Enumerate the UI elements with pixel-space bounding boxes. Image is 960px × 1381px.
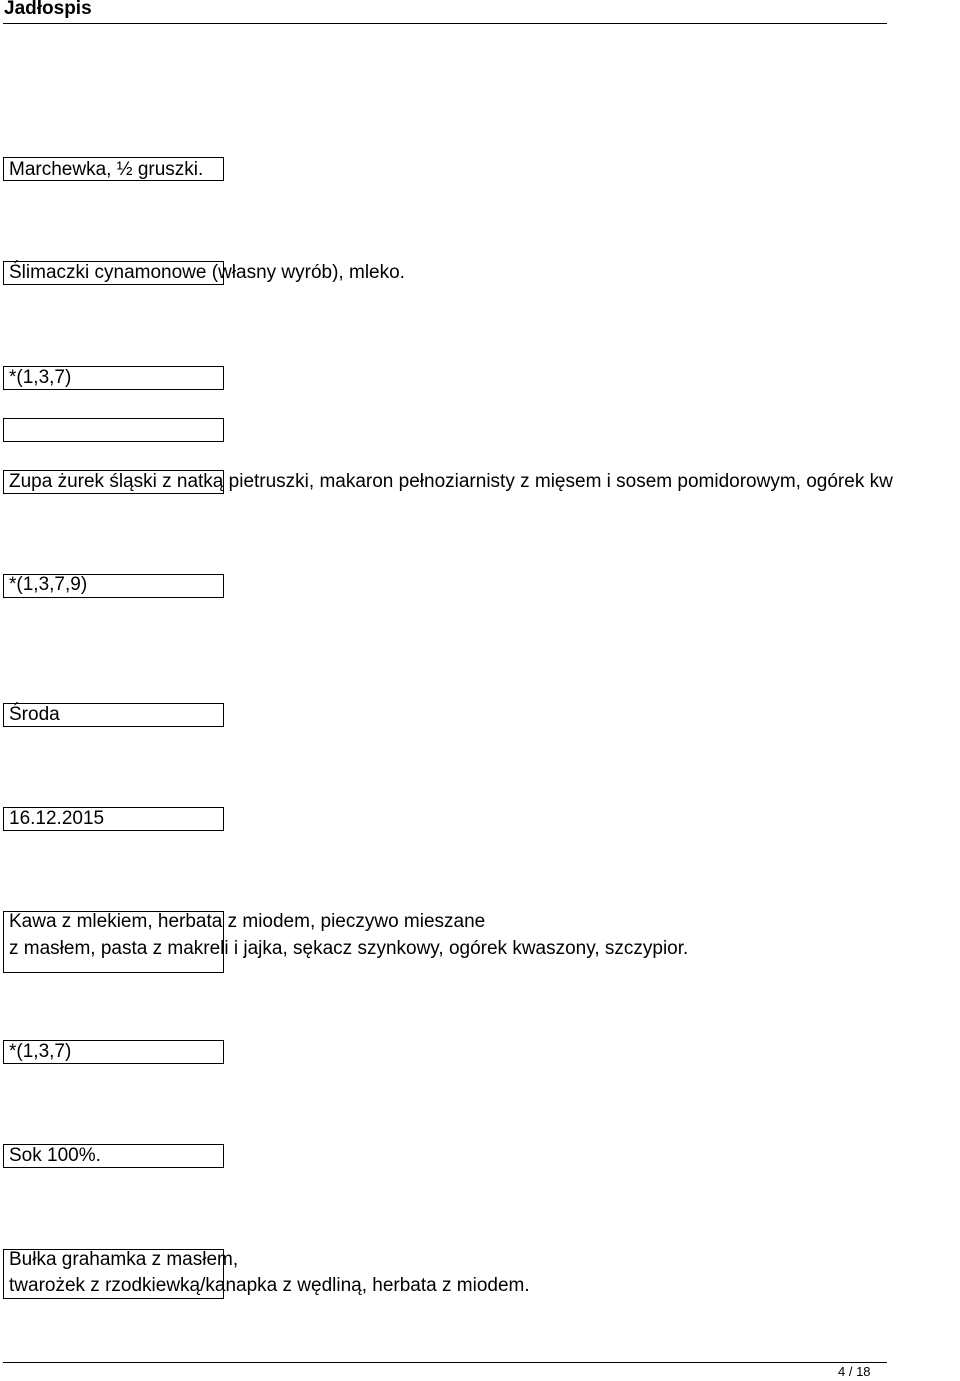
document-title: Jadłospis — [4, 0, 92, 19]
breakfast-line-2: z masłem, pasta z makreli i jajka, sękacz szynkowy, ogórek kwaszony, szczypior. — [9, 938, 689, 959]
snack-text: Marchewka, ½ gruszki. — [9, 159, 204, 180]
allergens-text: *(1,3,7) — [9, 1041, 72, 1062]
page-number: 4 / 18 — [838, 1364, 871, 1379]
supper-line-1: Bułka grahamka z masłem, — [9, 1249, 239, 1270]
breakfast-text: Ślimaczki cynamonowe (własny wyrób), mleko. — [9, 262, 405, 283]
juice-text: Sok 100%. — [9, 1145, 101, 1166]
table-cell — [3, 418, 224, 442]
footer-divider — [3, 1362, 887, 1363]
supper-line-2: twarożek z rzodkiewką/kanapka z wędliną, herbata z miodem. — [9, 1275, 530, 1296]
allergens-text: *(1,3,7) — [9, 367, 72, 388]
breakfast-line-1: Kawa z mlekiem, herbata z miodem, pieczywo mieszane — [9, 911, 486, 932]
lunch-text: Zupa żurek śląski z natką pietruszki, makaron pełnoziarnisty z mięsem i sosem pomidorowym, ogórek kw — [9, 471, 893, 492]
date-text: 16.12.2015 — [9, 808, 105, 829]
header-divider — [3, 23, 887, 24]
weekday-text: Środa — [9, 704, 60, 725]
allergens-text: *(1,3,7,9) — [9, 574, 88, 595]
